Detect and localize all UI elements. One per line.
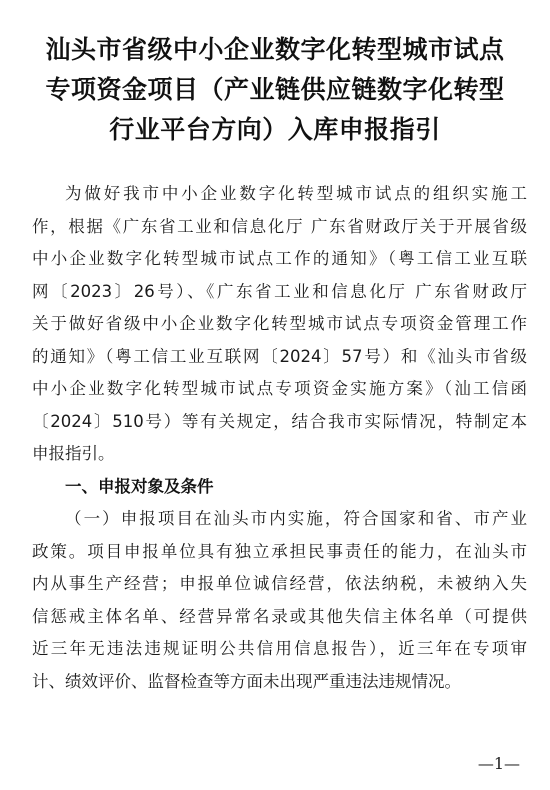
page-number: —1— <box>477 754 520 773</box>
section-heading: 一、申报对象及条件 <box>65 476 214 496</box>
intro-paragraph-line: 关于做好省级中小企业数字化转型城市试点专项资金管理工作 <box>32 314 527 333</box>
intro-paragraph-line: 〔2024〕510号）等有关规定，结合我市实际情况，特制定本 <box>32 411 527 431</box>
intro-paragraph-line: 作，根据《广东省工业和信息化厅 广东省财政厅关于开展省级 <box>32 216 527 236</box>
intro-paragraph-line: 网〔2023〕26号）、《广东省工业和信息化厅 广东省财政厅 <box>32 281 527 301</box>
section-paragraph-line: 政策。项目申报单位具有独立承担民事责任的能力，在汕头市 <box>32 541 527 561</box>
title-line: 专项资金项目（产业链供应链数字化转型 <box>45 75 505 104</box>
section-paragraph-line: 计、绩效评价、监督检查等方面未出现严重违法违规情况。 <box>32 671 461 691</box>
intro-paragraph-line: 的通知》（粤工信工业互联网〔2024〕57号）和《汕头市省级 <box>32 346 527 366</box>
title-line: 行业平台方向）入库申报指引 <box>109 115 441 144</box>
intro-paragraph-line: 中小企业数字化转型城市试点工作的通知》（粤工信工业互联 <box>32 249 527 268</box>
intro-paragraph-line: 中小企业数字化转型城市试点专项资金实施方案》（汕工信函 <box>32 379 527 398</box>
section-paragraph-line: 近三年无违法违规证明公共信用信息报告），近三年在专项审 <box>32 639 527 658</box>
intro-paragraph-line: 申报指引。 <box>32 444 115 463</box>
document-title <box>0 30 550 150</box>
section-paragraph-line: （一）申报项目在汕头市内实施，符合国家和省、市产业 <box>65 509 527 528</box>
document-body <box>32 178 527 698</box>
title-line: 汕头市省级中小企业数字化转型城市试点 <box>45 35 505 64</box>
intro-paragraph-line: 为做好我市中小企业数字化转型城市试点的组织实施工 <box>65 184 527 203</box>
section-paragraph-line: 信惩戒主体名单、经营异常名录或其他失信主体名单（可提供 <box>32 606 527 626</box>
section-paragraph-line: 内从事生产经营；申报单位诚信经营，依法纳税，未被纳入失 <box>32 574 527 593</box>
